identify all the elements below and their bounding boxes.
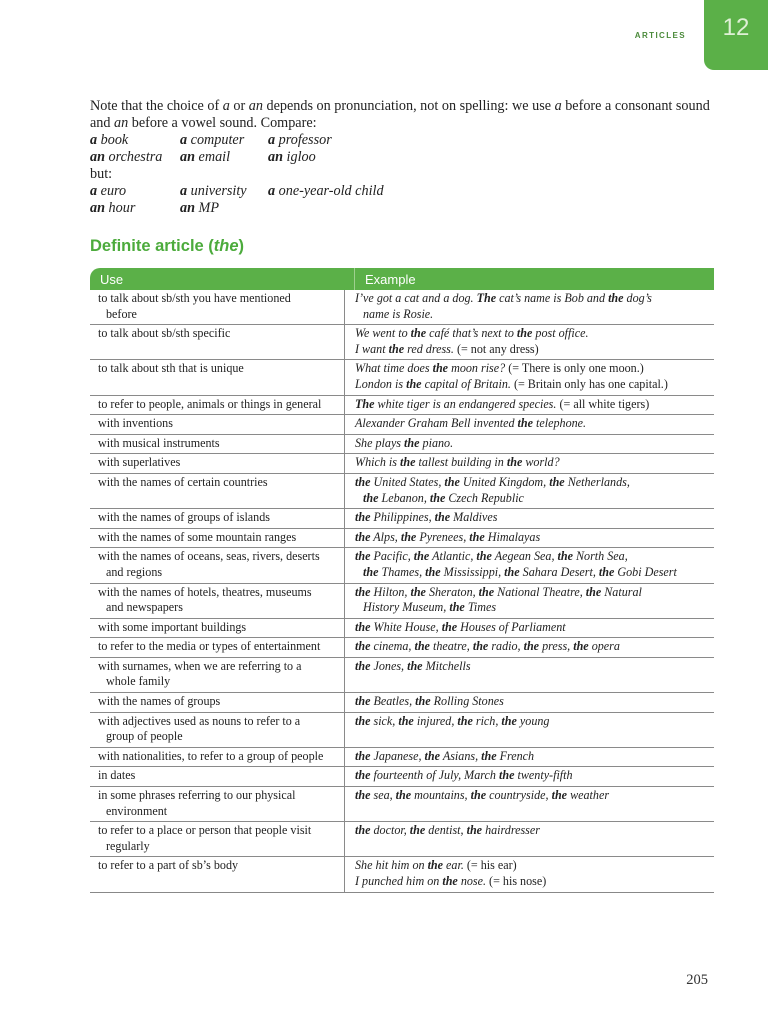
example-text: name is Rosie. (363, 306, 434, 321)
example-cell (345, 435, 714, 454)
use-text: to refer to a place or person that people visit (98, 823, 312, 838)
example-text: the doctor, the dentist, the hairdresser (355, 823, 540, 838)
use-text: with the names of groups (98, 694, 221, 709)
use-cell (90, 529, 345, 548)
example-phrase: an orchestra (90, 149, 163, 165)
table-row (90, 638, 714, 658)
use-cell (90, 767, 345, 786)
use-text: and regions (106, 564, 163, 579)
example-phrase (268, 200, 468, 217)
use-cell (90, 290, 345, 324)
use-text: to refer to the media or types of entertainment (98, 639, 321, 654)
use-text: to talk about sth that is unique (98, 361, 244, 376)
example-cell (345, 584, 714, 618)
use-cell (90, 415, 345, 434)
example-cell (345, 529, 714, 548)
use-text: with musical instruments (98, 435, 220, 450)
example-text: Alexander Graham Bell invented the telephone. (355, 416, 587, 431)
example-text: We went to the café that’s next to the post office. (355, 326, 589, 341)
use-cell (90, 787, 345, 821)
example-cell (345, 658, 714, 692)
example-cell (345, 325, 714, 359)
use-cell (90, 360, 345, 394)
use-cell (90, 748, 345, 767)
table-row (90, 529, 714, 549)
example-cell (345, 454, 714, 473)
table-row (90, 748, 714, 768)
unit-number: 12 (722, 14, 750, 41)
example-text: the United States, the United Kingdom, the Netherlands, (355, 474, 630, 489)
use-text: with surnames, when we are referring to a (98, 658, 302, 673)
use-text: with nationalities, to refer to a group of people (98, 748, 324, 763)
example-text: the sick, the injured, the rich, the young (355, 713, 550, 728)
example-text: the Jones, the Mitchells (355, 658, 471, 673)
example-cell (345, 509, 714, 528)
example-cell (345, 638, 714, 657)
use-text: with the names of certain countries (98, 474, 268, 489)
use-text: with inventions (98, 416, 173, 431)
example-phrase: a professor (268, 132, 332, 148)
use-text: environment (106, 803, 168, 818)
use-cell (90, 548, 345, 582)
example-text: the Hilton, the Sheraton, the National Theatre, the Natural (355, 584, 642, 599)
example-text: What time does the moon rise? (= There is only one moon.) (355, 361, 644, 376)
example-text: She plays the piano. (355, 435, 454, 450)
use-text: regularly (106, 838, 150, 853)
table-row (90, 787, 714, 822)
example-cell (345, 290, 714, 324)
example-text: the Alps, the Pyrenees, the Himalayas (355, 529, 541, 544)
use-text: in dates (98, 768, 136, 783)
example-cell (345, 548, 714, 582)
use-cell (90, 435, 345, 454)
example-phrase: a euro (90, 183, 127, 199)
use-cell (90, 713, 345, 747)
use-cell (90, 857, 345, 891)
example-phrase: an igloo (268, 149, 316, 165)
table-row (90, 325, 714, 360)
example-text: the Philippines, the Maldives (355, 510, 498, 525)
intro-text: Note that the choice of a or an depends on pronunciation, not on spelling: we use a before a consonant sound and an before a vowel sound. Compare: (90, 98, 710, 131)
use-text: with superlatives (98, 455, 181, 470)
unit-tab (704, 0, 768, 70)
table-row (90, 658, 714, 693)
example-cell (345, 857, 714, 891)
use-cell (90, 454, 345, 473)
table-row (90, 290, 714, 325)
definite-article-table (90, 268, 714, 893)
table-header (90, 268, 714, 290)
table-row (90, 435, 714, 455)
example-text: the Pacific, the Atlantic, the Aegean Sea, the North Sea, (355, 549, 628, 564)
table-row (90, 693, 714, 713)
section-title: Definite article (the) (90, 237, 245, 255)
column-header-use: Use (100, 271, 124, 287)
use-cell (90, 584, 345, 618)
use-text: to talk about sb/sth you have mentioned (98, 291, 291, 305)
use-text: before (106, 306, 137, 321)
use-text: with adjectives used as nouns to refer to a (98, 713, 301, 728)
examples-grid-a-an (90, 132, 730, 166)
table-row (90, 474, 714, 509)
use-text: and newspapers (106, 600, 183, 615)
use-cell (90, 325, 345, 359)
example-text: the Lebanon, the Czech Republic (363, 490, 524, 505)
example-text: the cinema, the theatre, the radio, the press, the opera (355, 639, 620, 654)
example-phrase: an email (180, 149, 231, 165)
table-row (90, 396, 714, 416)
example-phrase: a one-year-old child (268, 183, 384, 199)
table-row (90, 509, 714, 529)
use-text: with the names of groups of islands (98, 510, 270, 525)
use-cell (90, 474, 345, 508)
table-row (90, 619, 714, 639)
example-text: I’ve got a cat and a dog. The cat’s name is Bob and the dog’s (355, 291, 652, 305)
example-text: the White House, the Houses of Parliament (355, 619, 566, 634)
example-text: the sea, the mountains, the countryside, the weather (355, 788, 610, 803)
example-phrase: an MP (180, 200, 220, 216)
example-text: London is the capital of Britain. (= Britain only has one capital.) (355, 376, 668, 391)
table-row (90, 767, 714, 787)
use-text: to refer to people, animals or things in general (98, 396, 322, 411)
table-row (90, 857, 714, 892)
use-cell (90, 619, 345, 638)
example-text: the Japanese, the Asians, the French (355, 748, 535, 763)
table-row (90, 454, 714, 474)
example-text: She hit him on the ear. (= his ear) (355, 858, 517, 873)
use-cell (90, 509, 345, 528)
intro-note (90, 98, 730, 217)
example-cell (345, 822, 714, 856)
example-cell (345, 693, 714, 712)
example-text: the Thames, the Mississippi, the Sahara Desert, the Gobi Desert (363, 564, 677, 579)
use-text: whole family (106, 674, 171, 689)
example-cell (345, 474, 714, 508)
use-text: group of people (106, 729, 183, 744)
example-cell (345, 619, 714, 638)
example-text: History Museum, the Times (363, 600, 497, 615)
example-text: I punched him on the nose. (= his nose) (355, 874, 547, 888)
table-row (90, 548, 714, 583)
table-row (90, 822, 714, 857)
use-text: with the names of oceans, seas, rivers, deserts (98, 549, 320, 564)
use-text: to refer to a part of sb’s body (98, 858, 239, 873)
example-cell (345, 396, 714, 415)
example-cell (345, 415, 714, 434)
table-row (90, 415, 714, 435)
use-text: to talk about sb/sth specific (98, 326, 231, 341)
running-head: ARTICLES (634, 31, 686, 40)
example-phrase: an hour (90, 200, 136, 216)
use-text: with the names of some mountain ranges (98, 529, 297, 544)
use-cell (90, 658, 345, 692)
table-row (90, 584, 714, 619)
example-phrase: a computer (180, 132, 245, 148)
use-text: with the names of hotels, theatres, museums (98, 584, 312, 599)
example-phrase: a university (180, 183, 247, 199)
table-body (90, 290, 714, 893)
example-text: I want the red dress. (= not any dress) (355, 341, 539, 356)
example-cell (345, 713, 714, 747)
examples-grid-exceptions (90, 183, 730, 217)
use-cell (90, 693, 345, 712)
example-text: the fourteenth of July, March the twenty-fifth (355, 768, 573, 783)
use-cell (90, 638, 345, 657)
example-text: Which is the tallest building in the world? (355, 455, 560, 470)
example-text: the Beatles, the Rolling Stones (355, 694, 504, 709)
use-cell (90, 822, 345, 856)
use-text: with some important buildings (98, 619, 247, 634)
table-row (90, 713, 714, 748)
example-cell (345, 787, 714, 821)
table-row (90, 360, 714, 395)
example-cell (345, 767, 714, 786)
use-cell (90, 396, 345, 415)
example-cell (345, 360, 714, 394)
page-number: 205 (686, 972, 708, 988)
example-text: The white tiger is an endangered species. (= all white tigers) (355, 396, 650, 411)
example-cell (345, 748, 714, 767)
use-text: in some phrases referring to our physical (98, 788, 296, 803)
example-phrase: a book (90, 132, 129, 148)
column-header-example: Example (354, 268, 714, 290)
but-label: but: (90, 166, 113, 182)
